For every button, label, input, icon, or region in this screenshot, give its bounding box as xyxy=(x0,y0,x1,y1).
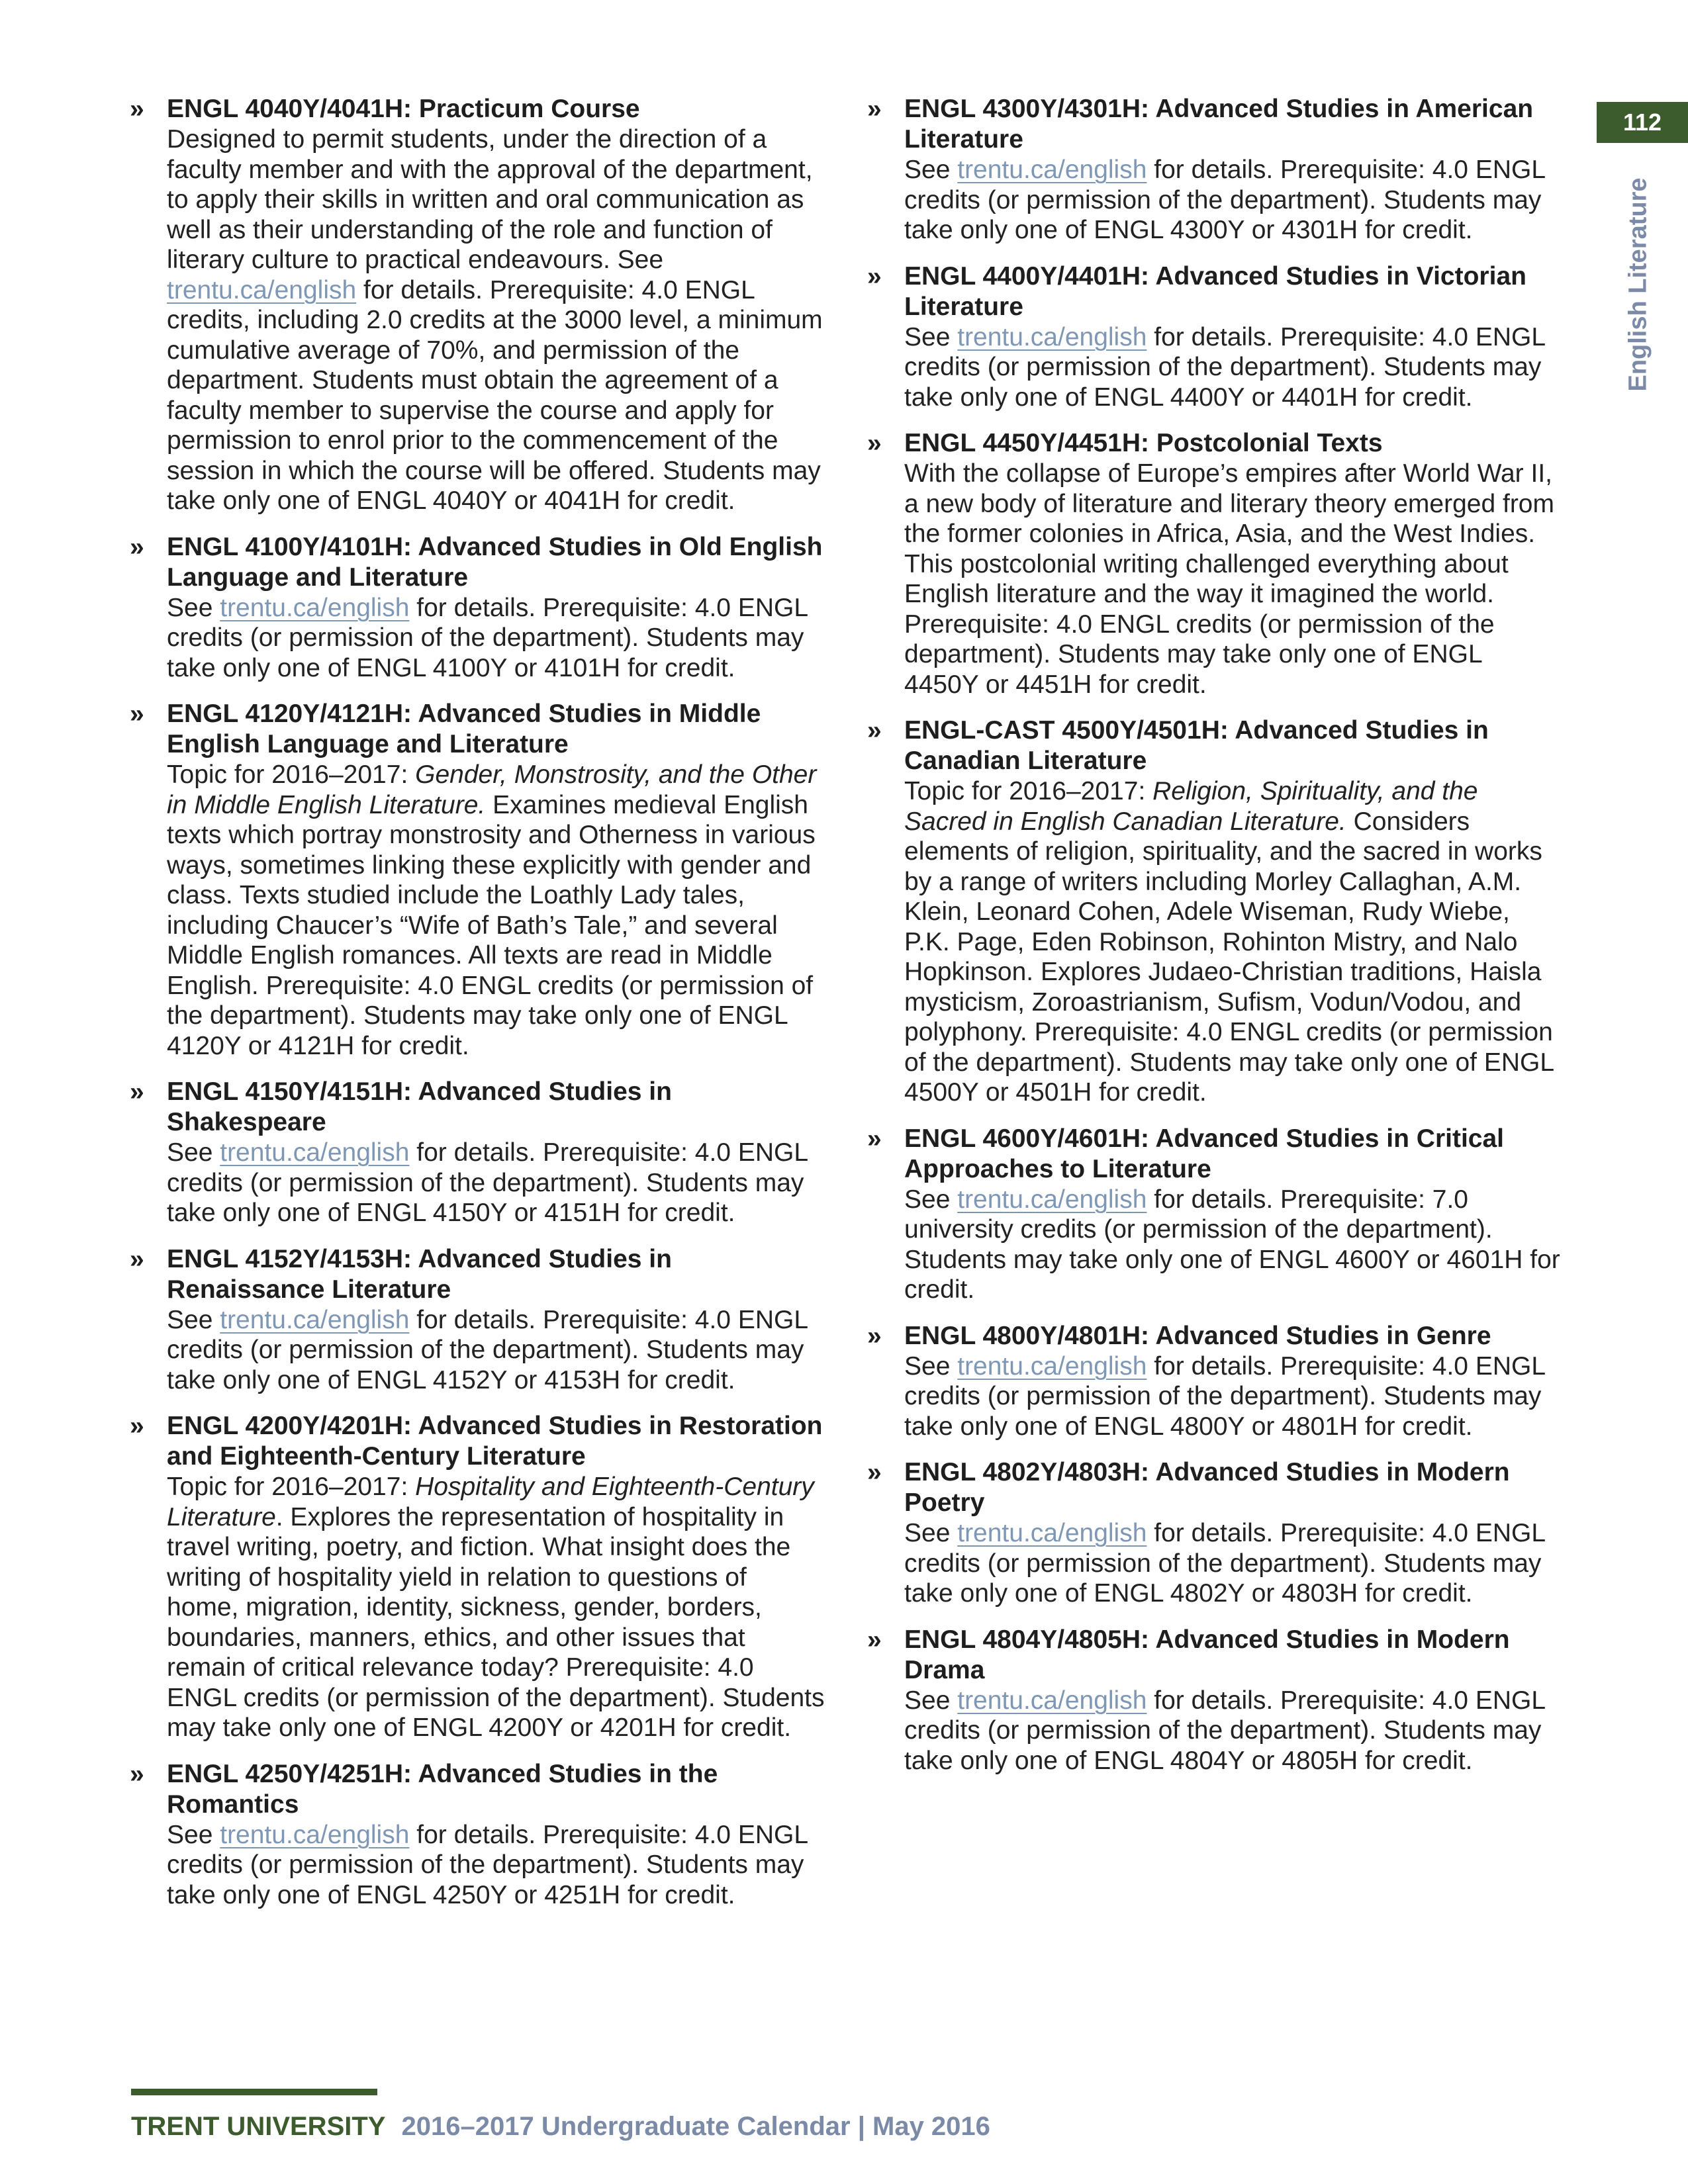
course-link[interactable]: trentu.ca/english xyxy=(957,322,1147,351)
bullet-icon: » xyxy=(130,1077,144,1106)
course-title: ENGL 4100Y/4101H: Advanced Studies in Old English Language and Literature xyxy=(167,532,823,592)
section-label: English Literature xyxy=(1624,177,1652,392)
course-title: ENGL 4802Y/4803H: Advanced Studies in Modern Poetry xyxy=(904,1458,1510,1517)
course-title: ENGL 4450Y/4451H: Postcolonial Texts xyxy=(904,429,1383,457)
bullet-icon: » xyxy=(130,1759,144,1788)
course-title: ENGL 4600Y/4601H: Advanced Studies in Critical Approaches to Literature xyxy=(904,1124,1505,1183)
bullet-icon: » xyxy=(130,700,144,728)
course-link[interactable]: trentu.ca/english xyxy=(957,1686,1147,1715)
page-footer xyxy=(131,2109,990,2144)
bullet-icon: » xyxy=(867,716,882,745)
course-description: See trentu.ca/english for details. Prerequisite: 4.0 ENGL credits (or permission of the department). Students may take only one of ENGL 4802Y or 4803H for credit. xyxy=(904,1519,1545,1608)
course-description: With the collapse of Europe’s empires after World War II, a new body of literature and literary theory emerged from the former colonies in Africa, Asia, and the West Indies. This postcolonial writing challenged everything about English literature and the way it imagined the world. Prerequisite: 4.0 ENGL credits (or permission of the department). Students may take only one of ENGL 4450Y or 4451H for credit. xyxy=(904,459,1554,699)
footer-institution: TRENT UNIVERSITY xyxy=(131,2112,386,2141)
course-description: See trentu.ca/english for details. Prerequisite: 4.0 ENGL credits (or permission of the department). Students may take only one of ENGL 4800Y or 4801H for credit. xyxy=(904,1351,1545,1441)
bullet-icon: » xyxy=(867,1458,882,1486)
course-entry-engl-4400 xyxy=(867,261,1562,413)
bullet-icon: » xyxy=(867,1321,882,1350)
course-title: ENGL 4200Y/4201H: Advanced Studies in Restoration and Eighteenth-Century Literature xyxy=(167,1412,823,1471)
course-link[interactable]: trentu.ca/english xyxy=(957,156,1147,184)
course-title: ENGL 4120Y/4121H: Advanced Studies in Middle English Language and Literature xyxy=(167,700,761,758)
bullet-icon: » xyxy=(130,1244,144,1273)
course-title: ENGL 4150Y/4151H: Advanced Studies in Shakespeare xyxy=(167,1077,672,1136)
bullet-icon: » xyxy=(867,429,882,457)
footer-rule xyxy=(131,2089,377,2095)
course-title: ENGL 4040Y/4041H: Practicum Course xyxy=(167,95,640,123)
course-link[interactable]: trentu.ca/english xyxy=(957,1351,1147,1381)
course-link[interactable]: trentu.ca/english xyxy=(957,1185,1147,1214)
course-entry-engl-4150 xyxy=(130,1077,825,1228)
bullet-icon: » xyxy=(130,532,144,561)
course-entry-engl-cast-4500 xyxy=(867,715,1562,1108)
bullet-icon: » xyxy=(130,1412,144,1440)
bullet-icon: » xyxy=(867,1625,882,1654)
course-entry-engl-4250 xyxy=(130,1759,825,1911)
left-column xyxy=(130,94,825,1926)
course-link[interactable]: trentu.ca/english xyxy=(220,1820,410,1849)
course-title: ENGL 4400Y/4401H: Advanced Studies in Victorian Literature xyxy=(904,261,1526,321)
course-topic: Religion, Spirituality, and the Sacred in English Canadian Literature. xyxy=(904,777,1478,836)
course-entry-engl-4800 xyxy=(867,1321,1562,1442)
course-entry-engl-4120 xyxy=(130,699,825,1061)
course-entry-engl-4804 xyxy=(867,1625,1562,1776)
course-topic: Gender, Monstrosity, and the Other in Middle English Literature. xyxy=(167,760,817,819)
page-number: 112 xyxy=(1597,102,1688,143)
course-description: Designed to permit students, under the direction of a faculty member and with the approval of the department, to apply their skills in written and oral communication as well as their understanding of the role and function of literary culture to practical endeavours. See trentu.ca/english for details. Prerequisite: 4.0 ENGL credits, including 2.0 credits at the 3000 level, a minimum cumulative average of 70%, and permission of the department. Students must obtain the agreement of a faculty member to supervise the course and apply for permission to enrol prior to the commencement of the session in which the course will be offered. Students may take only one of ENGL 4040Y or 4041H for credit. xyxy=(167,125,823,515)
footer-calendar: 2016–2017 Undergraduate Calendar | May 2016 xyxy=(401,2112,990,2141)
course-entry-engl-4300 xyxy=(867,94,1562,246)
course-entry-engl-4802 xyxy=(867,1457,1562,1609)
bullet-icon: » xyxy=(867,261,882,291)
course-link[interactable]: trentu.ca/english xyxy=(957,1519,1147,1547)
course-description: See trentu.ca/english for details. Prerequisite: 4.0 ENGL credits (or permission of the department). Students may take only one of ENGL 4400Y or 4401H for credit. xyxy=(904,322,1545,412)
course-description: See trentu.ca/english for details. Prerequisite: 4.0 ENGL credits (or permission of the department). Students may take only one of ENGL 4150Y or 4151H for credit. xyxy=(167,1138,808,1227)
bullet-icon: » xyxy=(867,1124,882,1153)
course-entry-engl-4600 xyxy=(867,1124,1562,1305)
course-link[interactable]: trentu.ca/english xyxy=(220,593,410,622)
course-entry-engl-4152 xyxy=(130,1244,825,1396)
course-link[interactable]: trentu.ca/english xyxy=(220,1138,410,1167)
course-description: See trentu.ca/english for details. Prerequisite: 4.0 ENGL credits (or permission of the department). Students may take only one of ENGL 4152Y or 4153H for credit. xyxy=(167,1305,808,1394)
course-description: See trentu.ca/english for details. Prerequisite: 4.0 ENGL credits (or permission of the department). Students may take only one of ENGL 4250Y or 4251H for credit. xyxy=(167,1820,808,1909)
course-title: ENGL 4250Y/4251H: Advanced Studies in the Romantics xyxy=(167,1759,718,1819)
course-description: See trentu.ca/english for details. Prerequisite: 7.0 university credits (or permission of the department). Students may take only one of ENGL 4600Y or 4601H for credit. xyxy=(904,1185,1560,1304)
course-title: ENGL 4300Y/4301H: Advanced Studies in American Literature xyxy=(904,95,1534,154)
course-entry-engl-4200 xyxy=(130,1411,825,1743)
course-entry-engl-4040 xyxy=(130,94,825,516)
course-link[interactable]: trentu.ca/english xyxy=(220,1305,410,1334)
course-entry-engl-4450 xyxy=(867,428,1562,700)
right-column xyxy=(867,94,1562,1792)
course-description: See trentu.ca/english for details. Prerequisite: 4.0 ENGL credits (or permission of the department). Students may take only one of ENGL 4100Y or 4101H for credit. xyxy=(167,593,808,682)
course-topic: Hospitality and Eighteenth-Century Literature xyxy=(167,1473,814,1531)
course-description: See trentu.ca/english for details. Prerequisite: 4.0 ENGL credits (or permission of the department). Students may take only one of ENGL 4300Y or 4301H for credit. xyxy=(904,156,1545,244)
course-link[interactable]: trentu.ca/english xyxy=(167,275,357,304)
course-description: Topic for 2016–2017: Hospitality and Eighteenth-Century Literature. Explores the representation of hospitality in travel writing, poetry, and fiction. What insight does the writing of hospitality yield in relation to questions of home, migration, identity, sickness, gender, borders, boundaries, manners, ethics, and other issues that remain of critical relevance today? Prerequisite: 4.0 ENGL credits (or permission of the department). Students may take only one of ENGL 4200Y or 4201H for credit. xyxy=(167,1473,825,1742)
course-title: ENGL 4804Y/4805H: Advanced Studies in Modern Drama xyxy=(904,1625,1510,1684)
course-description: Topic for 2016–2017: Gender, Monstrosity, and the Other in Middle English Literature. Examines medieval English texts which portray monstrosity and Otherness in various ways, sometimes linking these explicitly with gender and class. Texts studied include the Loathly Lady tales, including Chaucer’s “Wife of Bath’s Tale,” and several Middle English romances. All texts are read in Middle English. Prerequisite: 4.0 ENGL credits (or permission of the department). Students may take only one of ENGL 4120Y or 4121H for credit. xyxy=(167,760,817,1060)
course-title: ENGL 4152Y/4153H: Advanced Studies in Renaissance Literature xyxy=(167,1244,672,1304)
bullet-icon: » xyxy=(130,95,144,123)
course-entry-engl-4100 xyxy=(130,532,825,684)
course-description: See trentu.ca/english for details. Prerequisite: 4.0 ENGL credits (or permission of the department). Students may take only one of ENGL 4804Y or 4805H for credit. xyxy=(904,1686,1545,1775)
course-description: Topic for 2016–2017: Religion, Spirituality, and the Sacred in English Canadian Literature. Considers elements of religion, spirituality, and the sacred in works by a range of writers including Morley Callaghan, A.M. Klein, Leonard Cohen, Adele Wiseman, Rudy Wiebe, P.K. Page, Eden Robinson, Rohinton Mistry, and Nalo Hopkinson. Explores Judaeo-Christian traditions, Haisla mysticism, Zoroastrianism, Sufism, Vodun/Vodou, and polyphony. Prerequisite: 4.0 ENGL credits (or permission of the department). Students may take only one of ENGL 4500Y or 4501H for credit. xyxy=(904,777,1554,1107)
bullet-icon: » xyxy=(867,95,882,123)
course-title: ENGL 4800Y/4801H: Advanced Studies in Genre xyxy=(904,1321,1491,1350)
course-title: ENGL-CAST 4500Y/4501H: Advanced Studies in Canadian Literature xyxy=(904,716,1489,775)
